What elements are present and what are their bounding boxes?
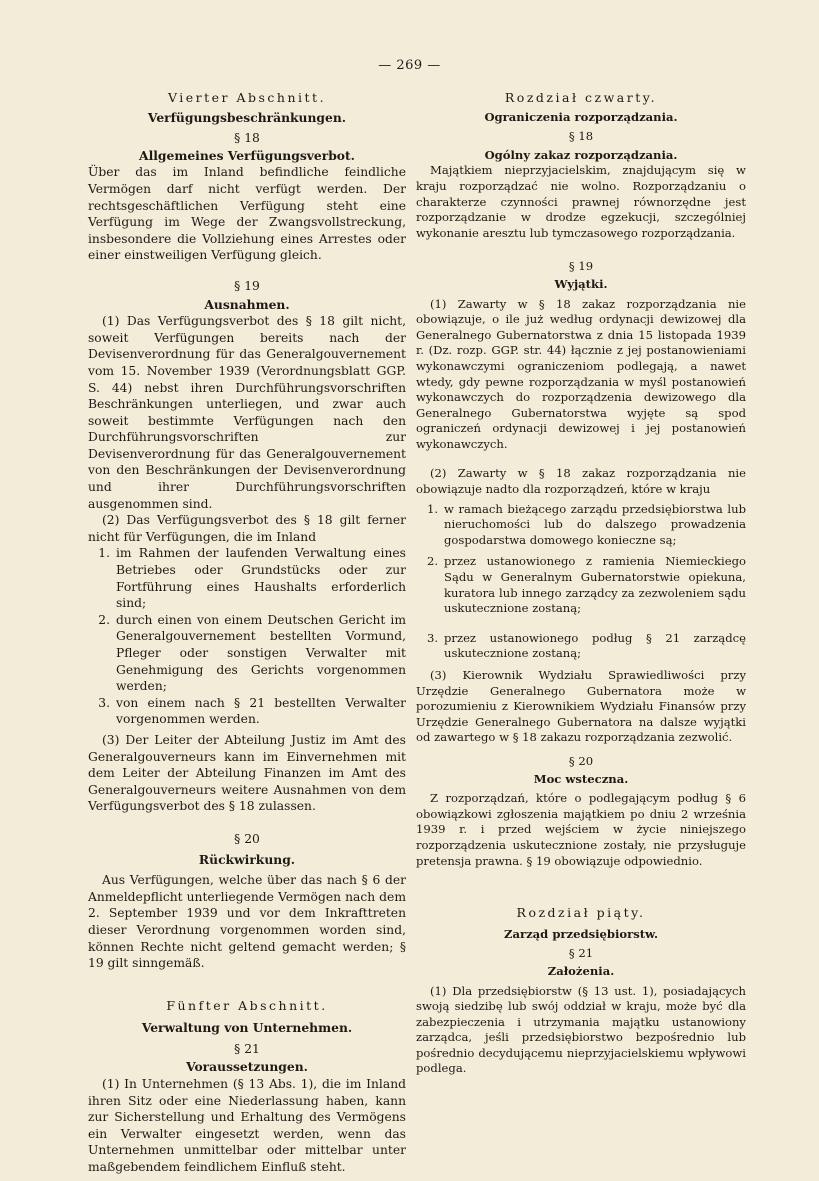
- section-text: Majątkiem nieprzyjacielskim, znajdującym się w kraju rozporządzać nie wolno. Rozporządzaniu o charakterze czynności prawnej równorzędne jest rozporządzanie w drodze egzekucji, szczególniej wykonanie aresztu lub tymczasowego rozporządzania.: [416, 163, 746, 240]
- paragraph: (3) Der Leiter der Abteilung Justiz im Amt des Generalgouverneurs kann im Einvernehmen mit dem Leiter der Abteilung Finanzen im Amt des Generalgouverneurs weitere Ausnahmen von dem Verfügungsverbot des § 18 zulassen.: [88, 732, 406, 814]
- list-item: [416, 631, 746, 662]
- list-item: [88, 545, 406, 611]
- section-number: § 20: [234, 831, 260, 846]
- list-item-text: przez ustanowionego podług § 21 zarządcę uskutecznione zostaną;: [444, 630, 746, 661]
- chapter-subtitle: Zarząd przedsiębiorstw.: [504, 926, 658, 941]
- section-title: Voraussetzungen.: [186, 1059, 308, 1075]
- list-item-number: 1.: [426, 501, 438, 516]
- list-item-number: 2.: [98, 612, 110, 627]
- section-title: Moc wsteczna.: [533, 771, 629, 786]
- list-item: [88, 612, 406, 695]
- chapter-title: Rozdział piąty.: [516, 905, 646, 921]
- chapter-subtitle: Ograniczenia rozporządzania.: [484, 109, 678, 124]
- section-title: Allgemeines Verfügungsverbot.: [139, 147, 355, 163]
- section-text: Über das im Inland befindliche feindliche Vermögen darf nicht verfügt werden. Der rechtsgeschäftlichen Verfügung steht eine Verfügung im Wege der Zwangsvollstreckung, insbesondere die Vollziehung eines Arrestes oder einer einstweiligen Verfügung gleich.: [88, 165, 406, 263]
- section-text: (1) Dla przedsiębiorstw (§ 13 ust. 1), posiadających swoją siedzibę lub swój oddział w kraju, może być dla zabezpieczenia i utrzymania majątku ustanowiony zarządca, jeśli przedsiębiorstwo bezpośrednio lub pośrednio decydującemu nieprzyjacielskiemu wpływowi podlega.: [416, 983, 746, 1076]
- section-number: § 19: [234, 278, 260, 293]
- section-title: Ausnahmen.: [204, 296, 290, 312]
- paragraph: (2) Das Verfügungsverbot des § 18 gilt ferner nicht für Verfügungen, die im Inland: [88, 513, 406, 544]
- list-item-text: przez ustanowionego z ramienia Niemieckiego Sądu w Generalnym Gubernatorstwie opiekuna, kuratora lub innego zarządcy za zezwoleniem sądu uskutecznione zostaną;: [444, 554, 746, 616]
- chapter-subtitle: Verwaltung von Unternehmen.: [141, 1020, 353, 1036]
- section-number: § 20: [568, 753, 594, 768]
- chapter-title: Fünfter Abschnitt.: [166, 997, 328, 1013]
- chapter-title: Vierter Abschnitt.: [167, 90, 327, 105]
- section-text: Z rozporządzań, które o podlegającym podług § 6 obowiązkowi zgłoszenia majątkiem po dniu 2 września 1939 r. i przed wejściem w życie niniejszego rozporządzenia uskutecznione zostały, nie przysługuje pretensja prawna. § 19 obowiązuje odpowiednio.: [416, 791, 746, 868]
- section-number: § 18: [568, 129, 594, 144]
- section-number: § 19: [568, 259, 594, 274]
- german-column: [88, 90, 406, 1176]
- list-item: [416, 502, 746, 549]
- list-item: [416, 554, 746, 616]
- paragraph: (1) Das Verfügungsverbot des § 18 gilt nicht, soweit Verfügungen bereits nach der Devisenverordnung für das Generalgouvernement vom 15. November 1939 (Verordnungsblatt GGP. S. 44) nebst ihren Durchführungsvorschriften Beschränkungen unterliegen, und zwar auch soweit bestimmte Verfügungen nach den Durchführungsvorschriften zur Devisenverordnung für das Generalgouvernement von den Beschränkungen der Devisenverordnung und ihrer Durchführungsvorschriften ausgenommen sind.: [88, 314, 406, 511]
- section-number: § 21: [568, 946, 594, 961]
- section-title: Wyjątki.: [554, 276, 608, 291]
- section-number: § 18: [234, 131, 260, 146]
- section-title: Założenia.: [547, 963, 615, 978]
- list-item-text: durch einen von einem Deutschen Gericht im Generalgouvernement bestellten Vormund, Pfleger oder sonstigen Verwalter mit Genehmigung des Gerichts vorgenommen werden;: [116, 612, 406, 694]
- section-text: Aus Verfügungen, welche über das nach § 6 der Anmeldepflicht unterliegende Vermögen nach dem 2. September 1939 und vor dem Inkrafttreten dieser Verordnung vorgenommen worden sind, können Rechte nicht geltend gemacht werden; § 19 gilt sinngemäß.: [88, 873, 406, 971]
- section-title: Ogólny zakaz rozporządzania.: [484, 147, 678, 162]
- list-item-number: 1.: [98, 546, 110, 561]
- polish-column: [416, 90, 746, 1077]
- list-item: [88, 695, 406, 728]
- section-text: (1) In Unternehmen (§ 13 Abs. 1), die im Inland ihren Sitz oder eine Niederlassung haben, kann zur Sicherstellung und Erhaltung des Vermögens ein Verwalter eingesetzt werden, wenn das Unternehmen unmittelbar oder mittelbar unter maßgebendem feindlichem Einfluß steht.: [88, 1077, 406, 1175]
- page-number: — 269 —: [378, 58, 441, 73]
- list-item-text: w ramach bieżącego zarządu przedsiębiorstwa lub nieruchomości lub do dalszego prowadzenia gospodarstwa domowego konieczne są;: [444, 501, 746, 547]
- chapter-subtitle: Verfügungsbeschränkungen.: [147, 109, 347, 125]
- paragraph: (3) Kierownik Wydziału Sprawiedliwości przy Urzędzie Generalnego Gubernatora może w porozumieniu z Kierownikiem Wydziału Finansów przy Urzędzie Generalnego Gubernatora na dalsze wyjątki od zawartego w § 18 zakazu rozporządzania zezwolić.: [416, 668, 746, 745]
- chapter-title: Rozdział czwarty.: [504, 90, 658, 105]
- section-title: Rückwirkung.: [198, 851, 296, 867]
- list-item-number: 3.: [98, 695, 110, 710]
- list-item-number: 3.: [426, 630, 438, 645]
- list-item-number: 2.: [426, 554, 438, 569]
- paragraph: (1) Zawarty w § 18 zakaz rozporządzania nie obowiązuje, o ile już według ordynacji dewizowej dla Generalnego Gubernatorstwa z dnia 15 listopada 1939 r. (Dz. rozp. GGP. str. 44) łącznie z jej postanowieniami wykonawczymi ograniczeniom podlegają, a nawet wtedy, gdy pewne rozporządzania w myśl postanowień wykonawczych do rozporządzenia dewizowego dla Generalnego Gubernatorstwa wyjęte są spod ograniczeń ordynacji dewizowej i jej postanowień wykonawczych.: [416, 296, 746, 451]
- section-number: § 21: [234, 1041, 260, 1056]
- paragraph: (2) Zawarty w § 18 zakaz rozporządzania nie obowiązuje nadto dla rozporządzeń, które w kraju: [416, 466, 746, 497]
- list-item-text: von einem nach § 21 bestellten Verwalter vorgenommen werden.: [116, 695, 406, 727]
- list-item-text: im Rahmen der laufenden Verwaltung eines Betriebes oder Grundstücks oder zur Fortführung eines Haushalts erforderlich sind;: [116, 546, 406, 611]
